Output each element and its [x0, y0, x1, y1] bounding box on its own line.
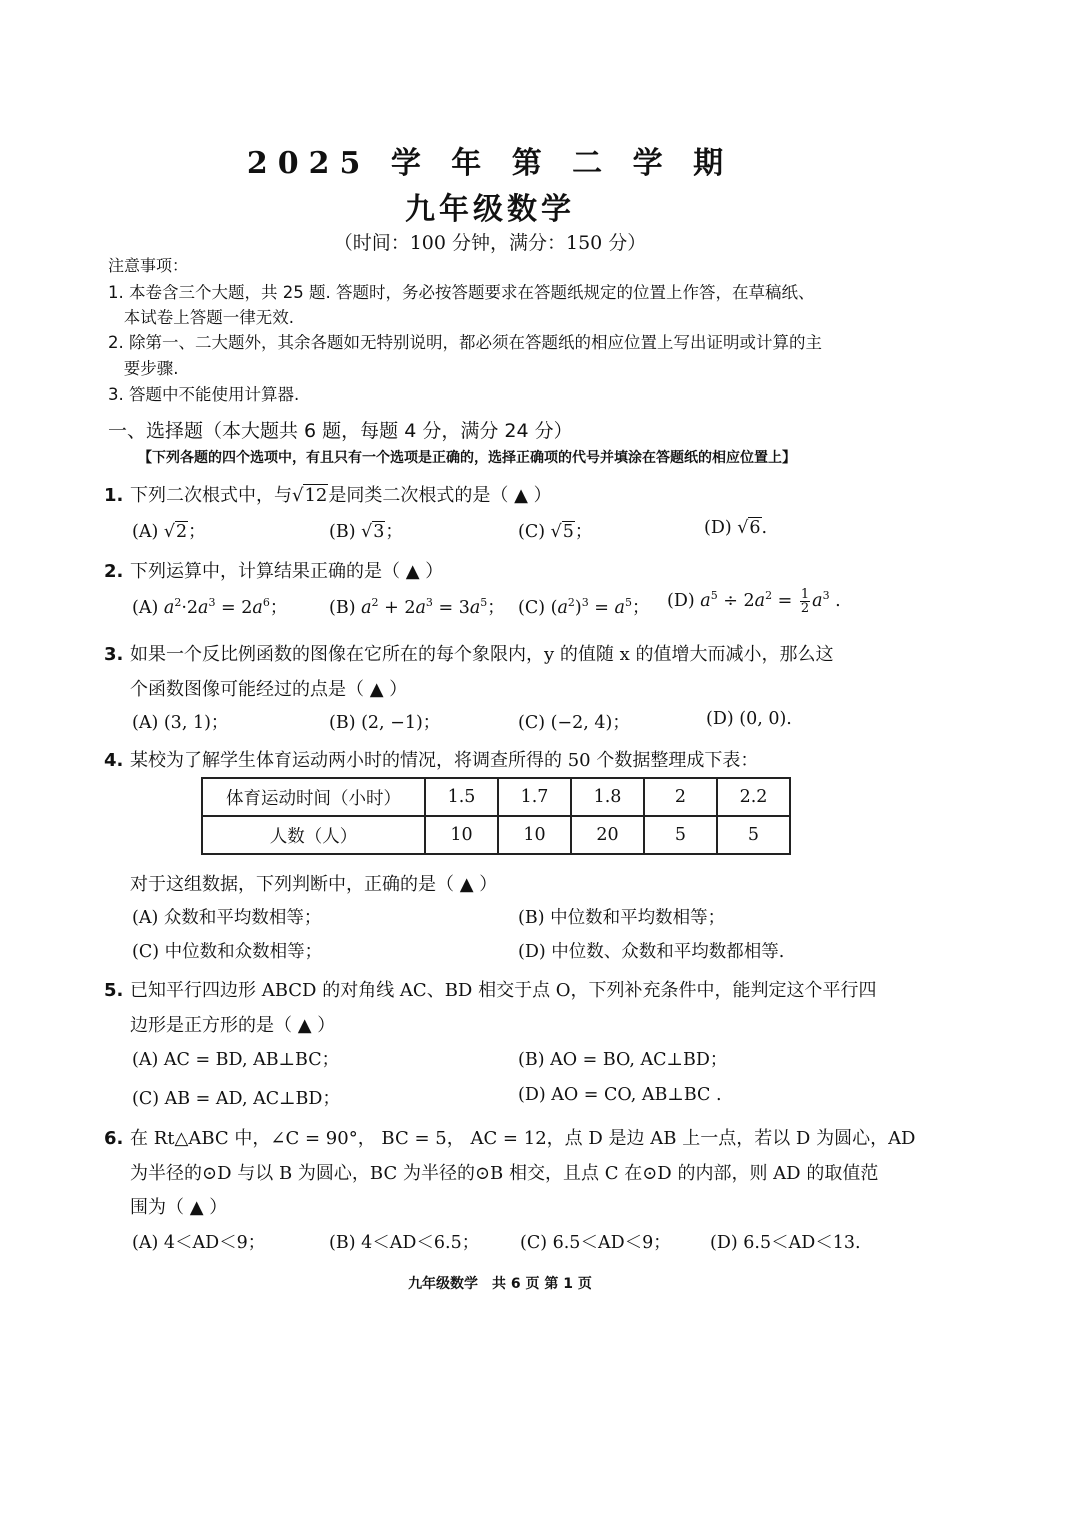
- question-4-question: 对于这组数据，下列判断中，正确的是（ ▲ ）: [130, 874, 498, 895]
- question-3-option-c: (C) (−2, 4)；: [518, 713, 630, 733]
- question-6-option-b: (B) 4＜AD＜6.5；: [329, 1233, 480, 1253]
- question-4-option-b: (B) 中位数和平均数相等；: [518, 908, 726, 928]
- sports-time-table: [201, 777, 791, 855]
- question-6-option-a: (A) 4＜AD＜9；: [132, 1233, 266, 1253]
- question-5-option-b: (B) AO = BO, AC⊥BD；: [518, 1050, 728, 1070]
- question-6-stem-cont: 为半径的⊙D 与以 B 为圆心，BC 为半径的⊙B 相交，且点 C 在⊙D 的内部，则 AD 的取值范: [130, 1163, 879, 1184]
- question-number: 2.: [104, 561, 124, 582]
- table-cell: 5: [644, 816, 717, 854]
- question-1-option-a: (A) √2；: [132, 522, 206, 542]
- table-row: [202, 816, 790, 854]
- question-5-stem: 5. 已知平行四边形 ABCD 的对角线 AC、BD 相交于点 O，下列补充条件中，能判定这个平行四: [104, 980, 877, 1001]
- question-number: 1.: [104, 485, 124, 506]
- question-3-option-b: (B) (2, −1)；: [329, 713, 441, 733]
- question-2-option-c: (C) $(a^2)^3 = a^5$；: [518, 596, 650, 618]
- question-2-option-d: (D) $a^5 \div 2a^2$ = $\frac{1}{2}$ $a^3$ .: [667, 587, 841, 616]
- notes-heading: 注意事项：: [108, 256, 189, 275]
- note-line: 1. 本卷含三个大题，共 25 题. 答题时，务必按答题要求在答题纸规定的位置上作答，在草稿纸、: [108, 283, 815, 302]
- question-6-stem-cont: 围为（ ▲ ）: [130, 1197, 228, 1218]
- question-4-stem: 4. 某校为了解学生体育运动两小时的情况，将调查所得的 50 个数据整理成下表：: [104, 750, 759, 771]
- question-6-stem: 6. 在 Rt△ABC 中，∠C = 90°， BC = 5， AC = 12，点 D 是边 AB 上一点，若以 D 为圆心，AD: [104, 1128, 916, 1149]
- table-header-cell: 体育运动时间（小时）: [202, 778, 425, 816]
- table-cell: 10: [498, 816, 571, 854]
- section-instruction: 【下列各题的四个选项中，有且只有一个选项是正确的，选择正确项的代号并填涂在答题纸的相应位置上】: [138, 450, 796, 466]
- question-number: 4.: [104, 750, 124, 771]
- question-number: 6.: [104, 1128, 124, 1149]
- question-3-stem-cont: 个函数图像可能经过的点是（ ▲ ）: [130, 679, 408, 700]
- question-5-option-a: (A) AC = BD, AB⊥BC；: [132, 1050, 340, 1070]
- question-1-option-c: (C) √5；: [518, 522, 593, 542]
- note-line: 本试卷上答题一律无效.: [108, 308, 294, 327]
- table-cell: 1.7: [498, 778, 571, 816]
- page-footer: 九年级数学 共 6 页 第 1 页: [408, 1276, 592, 1292]
- table-cell: 20: [571, 816, 644, 854]
- question-1-option-d: (D) √6.: [704, 518, 768, 538]
- exam-term-title: 2025 学 年 第 二 学 期: [246, 146, 734, 181]
- table-cell: 2.2: [717, 778, 790, 816]
- table-cell: 1.5: [425, 778, 498, 816]
- question-4-option-a: (A) 众数和平均数相等；: [132, 908, 322, 928]
- table-row: [202, 778, 790, 816]
- question-3-option-a: (A) (3, 1)；: [132, 713, 229, 733]
- section-heading: 一、选择题（本大题共 6 题，每题 4 分，满分 24 分）: [108, 420, 573, 442]
- question-3-option-d: (D) (0, 0).: [706, 709, 792, 729]
- table-header-cell: 人数（人）: [202, 816, 425, 854]
- table-cell: 2: [644, 778, 717, 816]
- table-cell: 1.8: [571, 778, 644, 816]
- question-2-stem: 2. 下列运算中，计算结果正确的是（ ▲ ）: [104, 561, 444, 582]
- question-4-option-c: (C) 中位数和众数相等；: [132, 942, 323, 962]
- table-cell: 5: [717, 816, 790, 854]
- question-2-option-a: (A) $a^2\cdot 2a^3 = 2a^6$；: [132, 596, 288, 618]
- exam-subject-title: 九年级数学: [405, 192, 575, 227]
- question-3-stem: 3. 如果一个反比例函数的图像在它所在的每个象限内，y 的值随 x 的值增大而减小，那么这: [104, 644, 834, 665]
- question-6-option-d: (D) 6.5＜AD＜13.: [710, 1233, 861, 1253]
- note-line: 2. 除第一、二大题外，其余各题如无特别说明，都必须在答题纸的相应位置上写出证明或计算的主: [108, 333, 822, 352]
- question-number: 5.: [104, 980, 124, 1001]
- question-5-option-d: (D) AO = CO, AB⊥BC .: [518, 1085, 722, 1105]
- question-number: 3.: [104, 644, 124, 665]
- question-2-option-b: (B) $a^2 + 2a^3 = 3a^5$；: [329, 596, 505, 618]
- question-1-stem: 1. 下列二次根式中，与√12是同类二次根式的是（ ▲ ）: [104, 485, 552, 506]
- question-6-option-c: (C) 6.5＜AD＜9；: [520, 1233, 671, 1253]
- note-line: 要步骤.: [108, 359, 179, 378]
- note-line: 3. 答题中不能使用计算器.: [108, 385, 300, 404]
- question-5-stem-cont: 边形是正方形的是（ ▲ ）: [130, 1015, 336, 1036]
- table-cell: 10: [425, 816, 498, 854]
- question-1-option-b: (B) √3；: [329, 522, 403, 542]
- exam-time-score: （时间：100 分钟，满分：150 分）: [333, 232, 647, 254]
- question-5-option-c: (C) AB = AD, AC⊥BD；: [132, 1089, 340, 1109]
- question-4-option-d: (D) 中位数、众数和平均数都相等.: [518, 942, 785, 962]
